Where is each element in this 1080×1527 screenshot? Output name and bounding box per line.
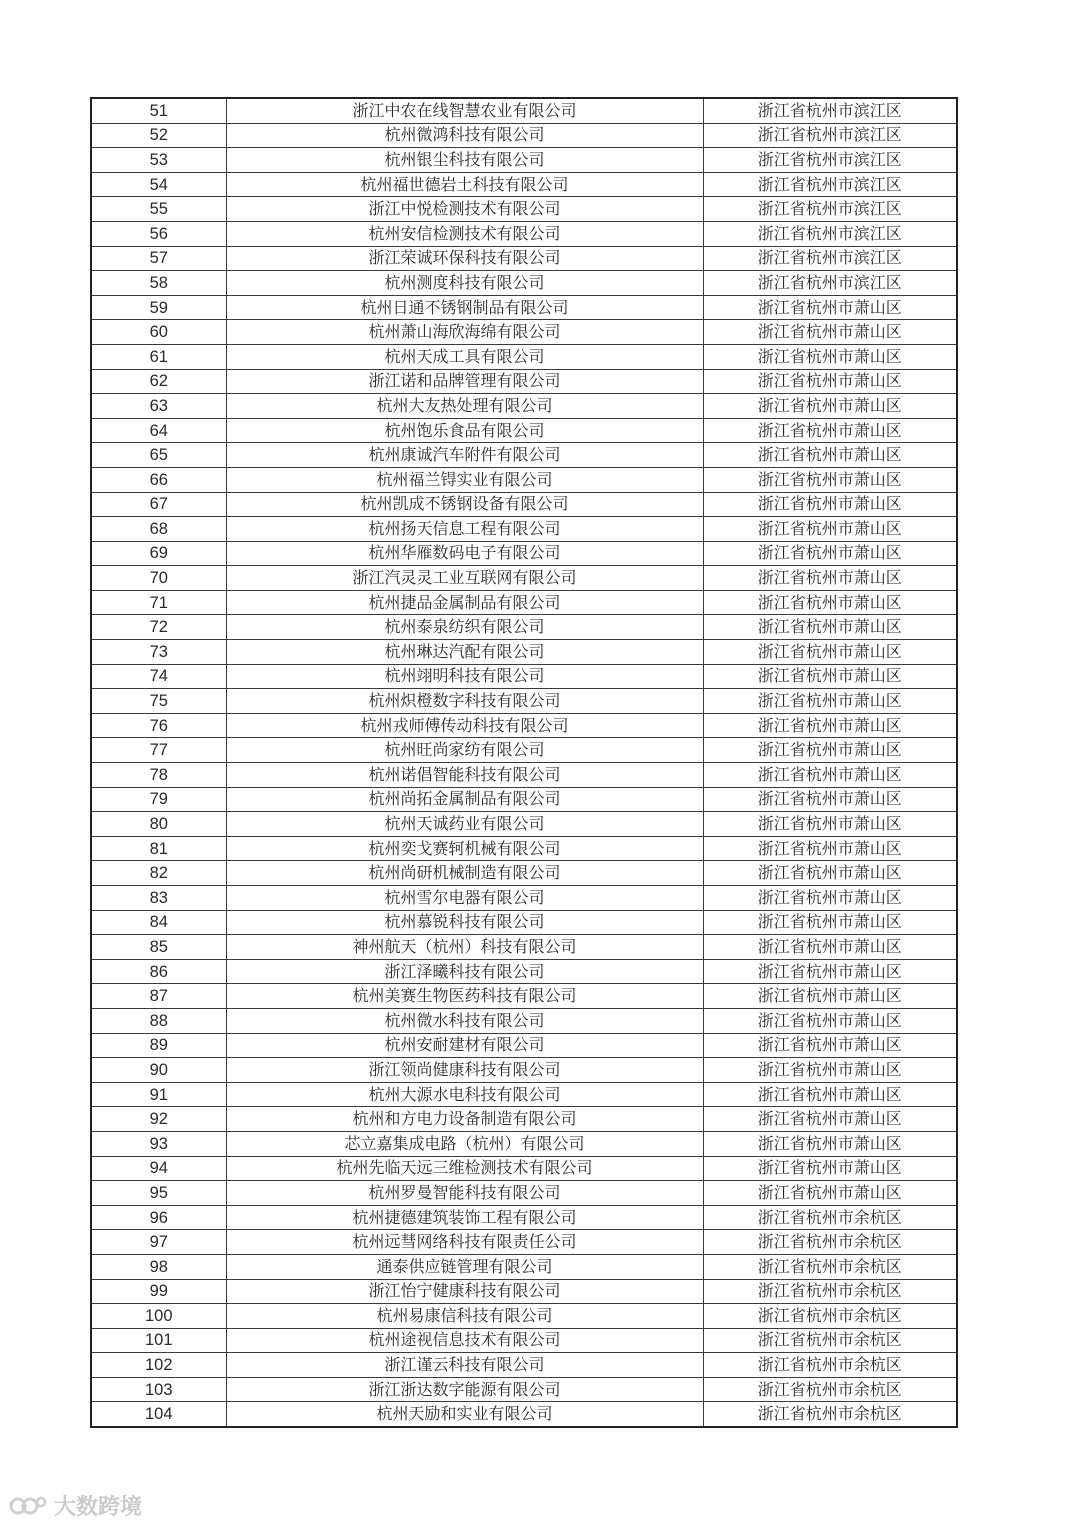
table-row xyxy=(91,467,957,492)
table-row xyxy=(91,836,957,861)
company-name-cell: 杭州日通不锈钢制品有限公司 xyxy=(226,295,703,320)
table-row xyxy=(91,566,957,591)
row-number-cell: 84 xyxy=(91,910,226,935)
row-number-cell: 53 xyxy=(91,148,226,173)
company-name-cell: 杭州雪尔电器有限公司 xyxy=(226,886,703,911)
region-cell: 浙江省杭州市萧山区 xyxy=(703,910,957,935)
region-cell: 浙江省杭州市萧山区 xyxy=(703,418,957,443)
region-cell: 浙江省杭州市萧山区 xyxy=(703,738,957,763)
company-name-cell: 浙江领尚健康科技有限公司 xyxy=(226,1058,703,1083)
table-row xyxy=(91,1402,957,1427)
cloud-logo-icon xyxy=(8,1494,48,1518)
region-cell: 浙江省杭州市余杭区 xyxy=(703,1377,957,1402)
region-cell: 浙江省杭州市萧山区 xyxy=(703,295,957,320)
row-number-cell: 89 xyxy=(91,1033,226,1058)
row-number-cell: 91 xyxy=(91,1082,226,1107)
table-row xyxy=(91,295,957,320)
company-name-cell: 杭州琳达汽配有限公司 xyxy=(226,640,703,665)
row-number-cell: 71 xyxy=(91,590,226,615)
region-cell: 浙江省杭州市滨江区 xyxy=(703,172,957,197)
table-row xyxy=(91,861,957,886)
table-row xyxy=(91,590,957,615)
company-name-cell: 杭州天诚药业有限公司 xyxy=(226,812,703,837)
company-name-cell: 浙江中农在线智慧农业有限公司 xyxy=(226,98,703,123)
table-row xyxy=(91,1254,957,1279)
row-number-cell: 65 xyxy=(91,443,226,468)
row-number-cell: 81 xyxy=(91,836,226,861)
company-name-cell: 浙江泽曦科技有限公司 xyxy=(226,959,703,984)
row-number-cell: 83 xyxy=(91,886,226,911)
row-number-cell: 74 xyxy=(91,664,226,689)
region-cell: 浙江省杭州市萧山区 xyxy=(703,664,957,689)
row-number-cell: 93 xyxy=(91,1131,226,1156)
table-row xyxy=(91,98,957,123)
region-cell: 浙江省杭州市余杭区 xyxy=(703,1205,957,1230)
region-cell: 浙江省杭州市滨江区 xyxy=(703,123,957,148)
row-number-cell: 76 xyxy=(91,713,226,738)
table-row xyxy=(91,1230,957,1255)
watermark-text: 大数跨境 xyxy=(54,1495,143,1520)
region-cell: 浙江省杭州市萧山区 xyxy=(703,443,957,468)
region-cell: 浙江省杭州市萧山区 xyxy=(703,1156,957,1181)
company-name-cell: 杭州诺倡智能科技有限公司 xyxy=(226,763,703,788)
region-cell: 浙江省杭州市余杭区 xyxy=(703,1304,957,1329)
region-cell: 浙江省杭州市萧山区 xyxy=(703,1058,957,1083)
watermark xyxy=(8,1490,142,1521)
region-cell: 浙江省杭州市滨江区 xyxy=(703,98,957,123)
region-cell: 浙江省杭州市滨江区 xyxy=(703,197,957,222)
region-cell: 浙江省杭州市萧山区 xyxy=(703,984,957,1009)
row-number-cell: 100 xyxy=(91,1304,226,1329)
region-cell: 浙江省杭州市萧山区 xyxy=(703,615,957,640)
row-number-cell: 87 xyxy=(91,984,226,1009)
company-name-cell: 通泰供应链管理有限公司 xyxy=(226,1254,703,1279)
table-row xyxy=(91,1304,957,1329)
row-number-cell: 97 xyxy=(91,1230,226,1255)
row-number-cell: 72 xyxy=(91,615,226,640)
row-number-cell: 101 xyxy=(91,1328,226,1353)
region-cell: 浙江省杭州市萧山区 xyxy=(703,713,957,738)
row-number-cell: 90 xyxy=(91,1058,226,1083)
company-name-cell: 杭州罗曼智能科技有限公司 xyxy=(226,1181,703,1206)
region-cell: 浙江省杭州市萧山区 xyxy=(703,590,957,615)
region-cell: 浙江省杭州市萧山区 xyxy=(703,1008,957,1033)
region-cell: 浙江省杭州市余杭区 xyxy=(703,1328,957,1353)
table-row xyxy=(91,517,957,542)
row-number-cell: 99 xyxy=(91,1279,226,1304)
company-name-cell: 杭州微水科技有限公司 xyxy=(226,1008,703,1033)
table-row xyxy=(91,148,957,173)
table-row xyxy=(91,320,957,345)
company-name-cell: 杭州扬天信息工程有限公司 xyxy=(226,517,703,542)
table-row xyxy=(91,886,957,911)
row-number-cell: 66 xyxy=(91,467,226,492)
company-name-cell: 杭州银尘科技有限公司 xyxy=(226,148,703,173)
company-name-cell: 神州航天（杭州）科技有限公司 xyxy=(226,935,703,960)
row-number-cell: 85 xyxy=(91,935,226,960)
company-name-cell: 杭州戎师傅传动科技有限公司 xyxy=(226,713,703,738)
row-number-cell: 103 xyxy=(91,1377,226,1402)
table-row xyxy=(91,1107,957,1132)
region-cell: 浙江省杭州市萧山区 xyxy=(703,836,957,861)
row-number-cell: 68 xyxy=(91,517,226,542)
row-number-cell: 58 xyxy=(91,271,226,296)
company-name-cell: 杭州慕锐科技有限公司 xyxy=(226,910,703,935)
company-name-cell: 杭州华雁数码电子有限公司 xyxy=(226,541,703,566)
row-number-cell: 52 xyxy=(91,123,226,148)
region-cell: 浙江省杭州市余杭区 xyxy=(703,1230,957,1255)
company-name-cell: 杭州翊明科技有限公司 xyxy=(226,664,703,689)
region-cell: 浙江省杭州市萧山区 xyxy=(703,1033,957,1058)
row-number-cell: 61 xyxy=(91,344,226,369)
company-name-cell: 杭州天励和实业有限公司 xyxy=(226,1402,703,1427)
company-name-cell: 杭州捷德建筑装饰工程有限公司 xyxy=(226,1205,703,1230)
table-row xyxy=(91,640,957,665)
row-number-cell: 94 xyxy=(91,1156,226,1181)
table-row xyxy=(91,197,957,222)
table-row xyxy=(91,1033,957,1058)
region-cell: 浙江省杭州市萧山区 xyxy=(703,1107,957,1132)
company-name-cell: 杭州奕戈赛轲机械有限公司 xyxy=(226,836,703,861)
table-row xyxy=(91,541,957,566)
table-row xyxy=(91,1008,957,1033)
region-cell: 浙江省杭州市萧山区 xyxy=(703,763,957,788)
table-row xyxy=(91,664,957,689)
company-name-cell: 芯立嘉集成电路（杭州）有限公司 xyxy=(226,1131,703,1156)
region-cell: 浙江省杭州市萧山区 xyxy=(703,886,957,911)
row-number-cell: 98 xyxy=(91,1254,226,1279)
region-cell: 浙江省杭州市萧山区 xyxy=(703,369,957,394)
region-cell: 浙江省杭州市萧山区 xyxy=(703,1131,957,1156)
table-row xyxy=(91,394,957,419)
company-name-cell: 杭州康诚汽车附件有限公司 xyxy=(226,443,703,468)
row-number-cell: 57 xyxy=(91,246,226,271)
row-number-cell: 64 xyxy=(91,418,226,443)
company-name-cell: 杭州尚研机械制造有限公司 xyxy=(226,861,703,886)
company-name-cell: 杭州易康信科技有限公司 xyxy=(226,1304,703,1329)
region-cell: 浙江省杭州市萧山区 xyxy=(703,394,957,419)
table-row xyxy=(91,615,957,640)
row-number-cell: 51 xyxy=(91,98,226,123)
row-number-cell: 54 xyxy=(91,172,226,197)
row-number-cell: 79 xyxy=(91,787,226,812)
region-cell: 浙江省杭州市萧山区 xyxy=(703,1082,957,1107)
company-name-cell: 浙江荣诚环保科技有限公司 xyxy=(226,246,703,271)
region-cell: 浙江省杭州市萧山区 xyxy=(703,566,957,591)
company-name-cell: 杭州和方电力设备制造有限公司 xyxy=(226,1107,703,1132)
company-name-cell: 杭州微鸿科技有限公司 xyxy=(226,123,703,148)
company-name-cell: 杭州安耐建材有限公司 xyxy=(226,1033,703,1058)
table-row xyxy=(91,221,957,246)
region-cell: 浙江省杭州市余杭区 xyxy=(703,1402,957,1427)
region-cell: 浙江省杭州市萧山区 xyxy=(703,320,957,345)
table-row xyxy=(91,689,957,714)
table-row xyxy=(91,984,957,1009)
region-cell: 浙江省杭州市萧山区 xyxy=(703,517,957,542)
region-cell: 浙江省杭州市萧山区 xyxy=(703,935,957,960)
table-row xyxy=(91,1131,957,1156)
table-row xyxy=(91,1353,957,1378)
company-name-cell: 杭州捷品金属制品有限公司 xyxy=(226,590,703,615)
table-row xyxy=(91,1181,957,1206)
row-number-cell: 70 xyxy=(91,566,226,591)
row-number-cell: 95 xyxy=(91,1181,226,1206)
company-name-cell: 杭州测度科技有限公司 xyxy=(226,271,703,296)
row-number-cell: 62 xyxy=(91,369,226,394)
table-row xyxy=(91,1156,957,1181)
region-cell: 浙江省杭州市余杭区 xyxy=(703,1279,957,1304)
table-row xyxy=(91,812,957,837)
company-name-cell: 杭州凯成不锈钢设备有限公司 xyxy=(226,492,703,517)
company-name-cell: 浙江浙达数字能源有限公司 xyxy=(226,1377,703,1402)
region-cell: 浙江省杭州市萧山区 xyxy=(703,344,957,369)
table-row xyxy=(91,443,957,468)
region-cell: 浙江省杭州市萧山区 xyxy=(703,640,957,665)
row-number-cell: 80 xyxy=(91,812,226,837)
region-cell: 浙江省杭州市滨江区 xyxy=(703,246,957,271)
region-cell: 浙江省杭州市萧山区 xyxy=(703,689,957,714)
row-number-cell: 78 xyxy=(91,763,226,788)
table-row xyxy=(91,738,957,763)
company-name-cell: 杭州大友热处理有限公司 xyxy=(226,394,703,419)
table-row xyxy=(91,1279,957,1304)
company-name-cell: 杭州饱乐食品有限公司 xyxy=(226,418,703,443)
row-number-cell: 104 xyxy=(91,1402,226,1427)
company-name-cell: 杭州远彗网络科技有限责任公司 xyxy=(226,1230,703,1255)
company-name-cell: 浙江汽灵灵工业互联网有限公司 xyxy=(226,566,703,591)
region-cell: 浙江省杭州市萧山区 xyxy=(703,1181,957,1206)
row-number-cell: 102 xyxy=(91,1353,226,1378)
company-list-table-container xyxy=(90,97,956,1428)
row-number-cell: 96 xyxy=(91,1205,226,1230)
table-row xyxy=(91,910,957,935)
company-list-table xyxy=(90,97,958,1428)
table-row xyxy=(91,959,957,984)
table-row xyxy=(91,344,957,369)
row-number-cell: 73 xyxy=(91,640,226,665)
company-name-cell: 杭州福兰锝实业有限公司 xyxy=(226,467,703,492)
company-name-cell: 杭州炽橙数字科技有限公司 xyxy=(226,689,703,714)
row-number-cell: 63 xyxy=(91,394,226,419)
table-row xyxy=(91,418,957,443)
region-cell: 浙江省杭州市萧山区 xyxy=(703,541,957,566)
table-row xyxy=(91,763,957,788)
row-number-cell: 88 xyxy=(91,1008,226,1033)
table-row xyxy=(91,1328,957,1353)
region-cell: 浙江省杭州市滨江区 xyxy=(703,148,957,173)
table-row xyxy=(91,271,957,296)
table-body xyxy=(91,98,957,1427)
table-row xyxy=(91,1058,957,1083)
region-cell: 浙江省杭州市萧山区 xyxy=(703,492,957,517)
table-row xyxy=(91,246,957,271)
table-row xyxy=(91,787,957,812)
region-cell: 浙江省杭州市萧山区 xyxy=(703,467,957,492)
row-number-cell: 77 xyxy=(91,738,226,763)
row-number-cell: 60 xyxy=(91,320,226,345)
region-cell: 浙江省杭州市萧山区 xyxy=(703,787,957,812)
row-number-cell: 82 xyxy=(91,861,226,886)
row-number-cell: 67 xyxy=(91,492,226,517)
company-name-cell: 杭州先临天远三维检测技术有限公司 xyxy=(226,1156,703,1181)
row-number-cell: 69 xyxy=(91,541,226,566)
table-row xyxy=(91,1377,957,1402)
table-row xyxy=(91,369,957,394)
table-row xyxy=(91,172,957,197)
company-name-cell: 杭州萧山海欣海绵有限公司 xyxy=(226,320,703,345)
table-row xyxy=(91,492,957,517)
region-cell: 浙江省杭州市萧山区 xyxy=(703,959,957,984)
table-row xyxy=(91,935,957,960)
company-name-cell: 浙江谨云科技有限公司 xyxy=(226,1353,703,1378)
company-name-cell: 杭州美赛生物医药科技有限公司 xyxy=(226,984,703,1009)
table-row xyxy=(91,713,957,738)
company-name-cell: 杭州泰泉纺织有限公司 xyxy=(226,615,703,640)
row-number-cell: 86 xyxy=(91,959,226,984)
company-name-cell: 杭州大源水电科技有限公司 xyxy=(226,1082,703,1107)
company-name-cell: 杭州天成工具有限公司 xyxy=(226,344,703,369)
company-name-cell: 杭州福世德岩土科技有限公司 xyxy=(226,172,703,197)
region-cell: 浙江省杭州市萧山区 xyxy=(703,812,957,837)
company-name-cell: 浙江诺和品牌管理有限公司 xyxy=(226,369,703,394)
row-number-cell: 55 xyxy=(91,197,226,222)
region-cell: 浙江省杭州市滨江区 xyxy=(703,271,957,296)
table-row xyxy=(91,123,957,148)
table-row xyxy=(91,1205,957,1230)
row-number-cell: 92 xyxy=(91,1107,226,1132)
company-name-cell: 浙江中悦检测技术有限公司 xyxy=(226,197,703,222)
row-number-cell: 75 xyxy=(91,689,226,714)
company-name-cell: 杭州尚拓金属制品有限公司 xyxy=(226,787,703,812)
company-name-cell: 杭州安信检测技术有限公司 xyxy=(226,221,703,246)
company-name-cell: 浙江怡宁健康科技有限公司 xyxy=(226,1279,703,1304)
region-cell: 浙江省杭州市余杭区 xyxy=(703,1254,957,1279)
company-name-cell: 杭州途视信息技术有限公司 xyxy=(226,1328,703,1353)
region-cell: 浙江省杭州市余杭区 xyxy=(703,1353,957,1378)
region-cell: 浙江省杭州市滨江区 xyxy=(703,221,957,246)
row-number-cell: 56 xyxy=(91,221,226,246)
company-name-cell: 杭州旺尚家纺有限公司 xyxy=(226,738,703,763)
row-number-cell: 59 xyxy=(91,295,226,320)
region-cell: 浙江省杭州市萧山区 xyxy=(703,861,957,886)
table-row xyxy=(91,1082,957,1107)
